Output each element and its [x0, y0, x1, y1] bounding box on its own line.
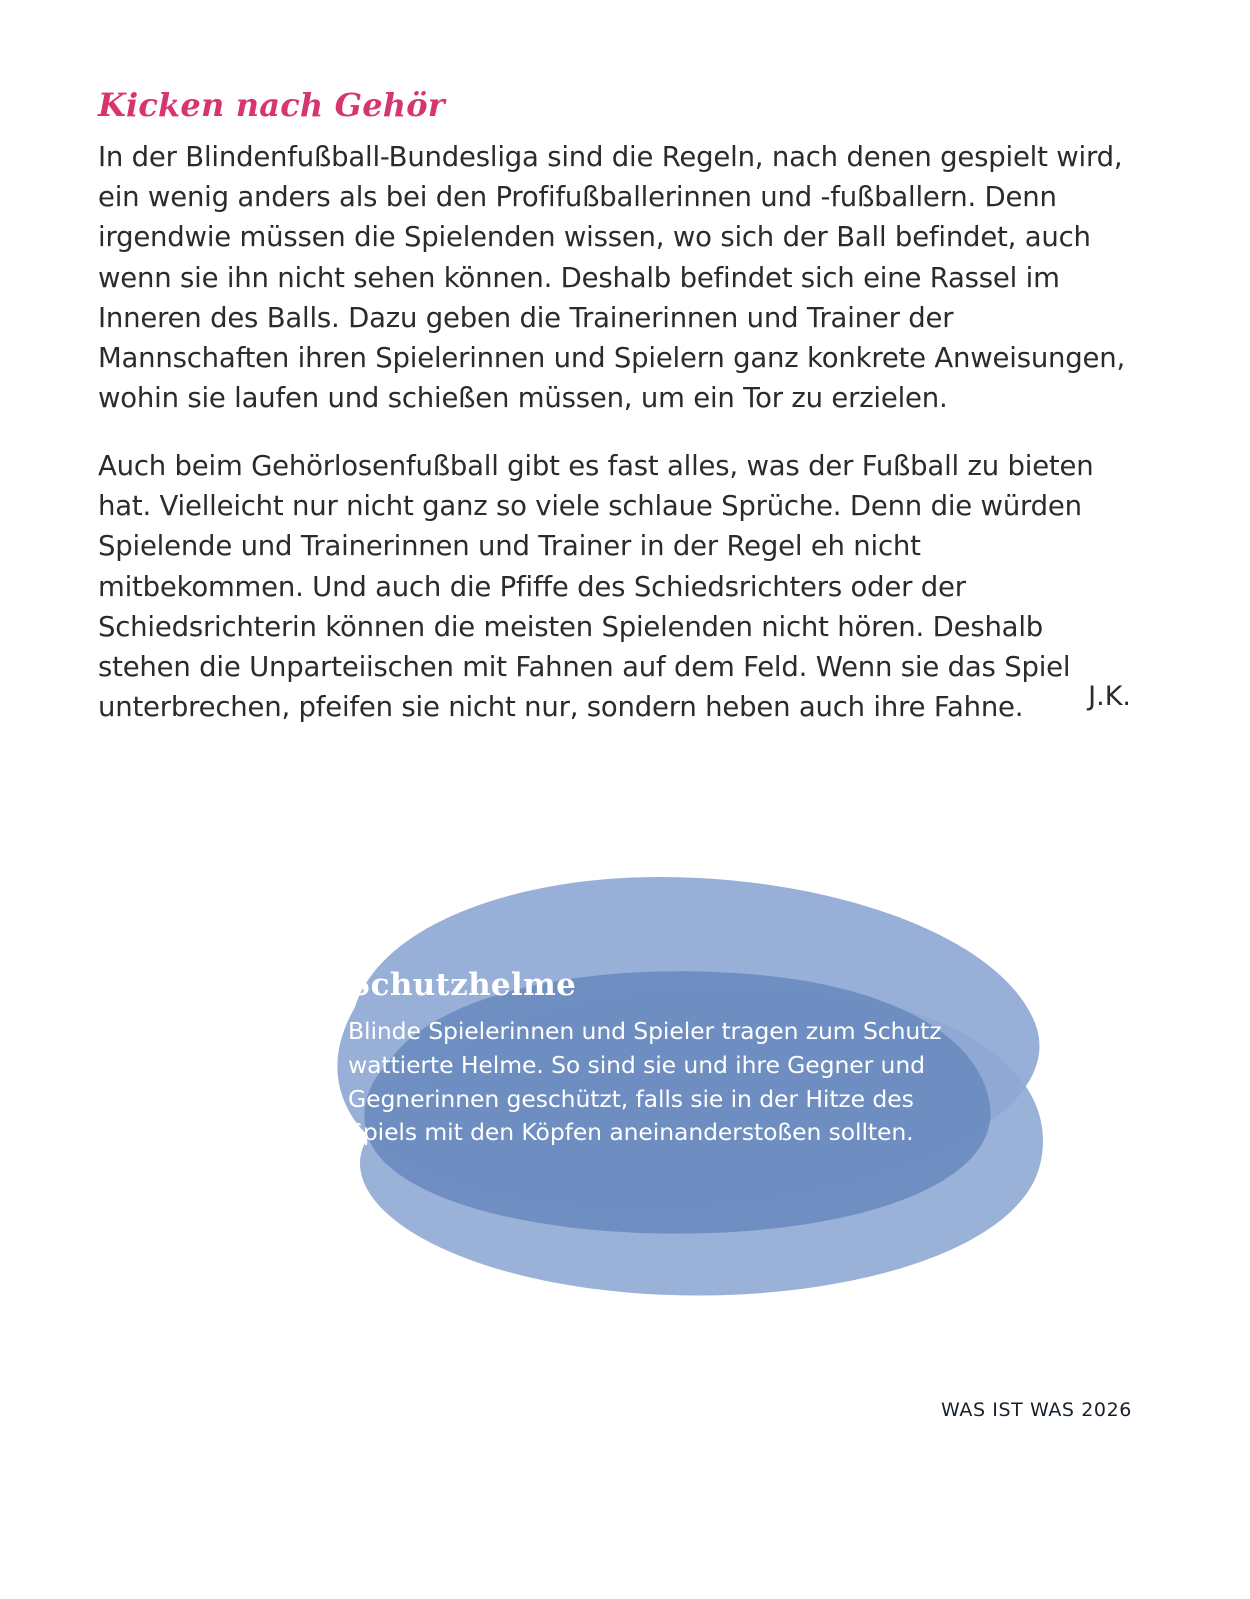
callout-text-block — [348, 967, 968, 1150]
article-byline: J.K. — [1088, 681, 1131, 713]
article-content — [98, 88, 1133, 727]
callout-title: Schutzhelme — [348, 967, 577, 1003]
page-title: Kicken nach Gehör — [98, 86, 445, 124]
article-paragraph: In der Blindenfußball-Bundesliga sind die Regeln, nach denen gespielt wird, ein wenig anders als bei den Profifußballerinnen und -fußballern. Denn irgendwie müssen die Spielenden wissen, wo sich der Ball befindet, auch wenn sie ihn nicht sehen können. Deshalb befindet sich eine Rassel im Inneren des Balls. Dazu geben die Trainerinnen und Trainer der Mannschaften ihren Spielerinnen und Spielern ganz konkrete Anweisungen, wohin sie laufen und schießen müssen, um ein Tor zu erzielen. — [98, 141, 1126, 415]
callout-blob — [240, 855, 1050, 1315]
article-paragraph: Auch beim Gehörlosenfußball gibt es fast alles, was der Fußball zu bieten hat. Vielleicht nur nicht ganz so viele schlaue Sprüche. Denn die würden Spielende und Trainerinnen und Trainer in der Regel eh nicht mitbekommen. Und auch die Pfiffe des Schiedsrichters oder der Schiedsrichterin können die meisten Spielenden nicht hören. Deshalb stehen die Unparteiischen mit Fahnen auf dem Feld. Wenn sie das Spiel unterbrechen, pfeifen sie nicht nur, sondern heben auch ihre Fahne. — [98, 450, 1094, 724]
callout-body: Blinde Spielerinnen und Spieler tragen zum Schutz wattierte Helme. So sind sie und ihre Gegner und Gegnerinnen geschützt, falls sie in der Hitze des Spiels mit den Köpfen aneinanderstoßen sollten. — [348, 1017, 942, 1147]
page-footer: WAS IST WAS 2026 — [941, 1399, 1132, 1421]
